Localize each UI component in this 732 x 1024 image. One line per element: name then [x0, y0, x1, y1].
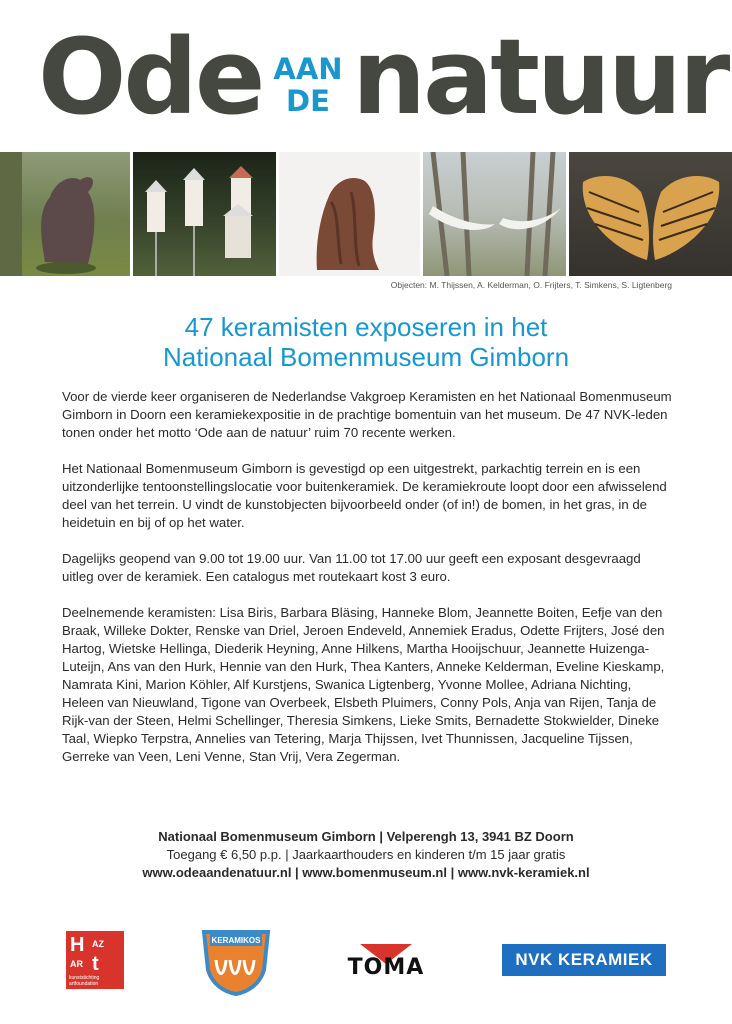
title-aan: AAN — [273, 52, 343, 86]
hazart-letter-t: t — [92, 953, 99, 975]
paragraph-intro: Voor de vierde keer organiseren de Nederlandse Vakgroep Keramisten en het Nationaal Bomenmuseum Gimborn in Doorn een keramiekexpositie in de prachtige bomentuin van het museum. De 47 NVK-leden tonen onder het motto ‘Ode aan de natuur’ ruim 70 recente werken. — [62, 389, 672, 440]
footer-info — [0, 828, 732, 882]
footer-admission: Toegang € 6,50 p.p. | Jaarkaarthouders en kinderen t/m 15 jaar gratis — [166, 847, 566, 862]
title-ode: Ode — [38, 16, 263, 138]
title-natuur: natuur — [352, 16, 728, 138]
paragraph-participants: Deelnemende keramisten: Lisa Biris, Barbara Bläsing, Hanneke Blom, Jeannette Boiten, Eefje van den Braak, Willeke Dokter, Renske van Driel, Jeroen Endeveld, Annemiek Eradus, Odette Frijters, José den Hartog, Wietske Hellinga, Diederik Heyning, Anne Hilkens, Martha Hooijschuur, Jeannette Huizenga-Luteijn, Ans van den Hurk, Hennie van den Hurk, Thea Kanters, Anneke Kelderman, Eveline Kieskamp, Namrata Kini, Marion Köhler, Alf Kurstjens, Swanica Ligtenberg, Yvonne Mollee, Adriana Nichting, Heleen van Nieuwland, Tigone van Overbeek, Elsbeth Pluimers, Conny Pols, Anja van Rijen, Tanja de Rijk-van der Steen, Helmi Schellinger, Theresia Simkens, Lieke Smits, Bernadette Stokwielder, Dineke Taal, Wiepko Terpstra, Annelies van Tetering, Marja Thijssen, Ivet Thunnissen, Jacqueline Tijssen, Gerreke van Veen, Leni Venne, Stan Vrij, Vera Zegerman. — [62, 605, 665, 764]
poster-title — [38, 16, 728, 138]
hazart-logo — [66, 931, 124, 989]
headline — [0, 312, 732, 372]
paragraph-hours: Dagelijks geopend van 9.00 tot 19.00 uur. Van 11.00 tot 17.00 uur geeft een exposant desgevraagd uitleg over de keramiek. Een catalogus met routekaart kost 3 euro. — [62, 551, 641, 584]
hazart-letter-ar: AR — [70, 959, 83, 969]
keramikos-logo — [200, 926, 272, 996]
hazart-letter-az: AZ — [92, 939, 104, 949]
body-text — [62, 388, 674, 784]
photo-strip — [0, 152, 732, 276]
hazart-letter-h: H — [70, 934, 85, 956]
photo-bark-sculpture — [279, 152, 420, 276]
keramikos-label: KERAMIKOS — [211, 936, 261, 945]
photo-birdhouses — [133, 152, 276, 276]
headline-line-1: 47 keramisten exposeren in het — [184, 312, 548, 342]
footer-websites[interactable]: www.odeaandenatuur.nl | www.bomenmuseum.nl | www.nvk-keramiek.nl — [142, 865, 590, 880]
photo-ceramic-figure — [0, 152, 130, 276]
hazart-subtitle: kunststichting artfoundation — [69, 975, 100, 987]
footer-address: Nationaal Bomenmuseum Gimborn | Velperengh 13, 3941 BZ Doorn — [158, 829, 574, 844]
sponsor-logos — [0, 926, 732, 996]
title-de: DE — [286, 84, 330, 118]
nvk-keramiek-logo: NVK KERAMIEK — [502, 944, 666, 976]
photo-caption: Objecten: M. Thijssen, A. Kelderman, O. Frijters, T. Simkens, S. Ligtenberg — [390, 280, 672, 290]
paragraph-location: Het Nationaal Bomenmuseum Gimborn is gevestigd op een uitgestrekt, parkachtig terrein en is een uitzonderlijke tentoonstellingslocatie voor buitenkeramiek. De keramiekroute loopt door een afwisselend deel van het terrein. U vindt de kunstobjecten bijvoorbeeld onder (of in!) de bomen, in het gras, in de heidetuin en bij of op het water. — [62, 461, 667, 530]
photo-tusks-in-tree — [423, 152, 566, 276]
headline-line-2: Nationaal Bomenmuseum Gimborn — [162, 342, 570, 372]
toma-label: TOMA — [347, 955, 425, 978]
toma-logo — [336, 942, 436, 978]
photo-ceramic-wings — [569, 152, 732, 276]
